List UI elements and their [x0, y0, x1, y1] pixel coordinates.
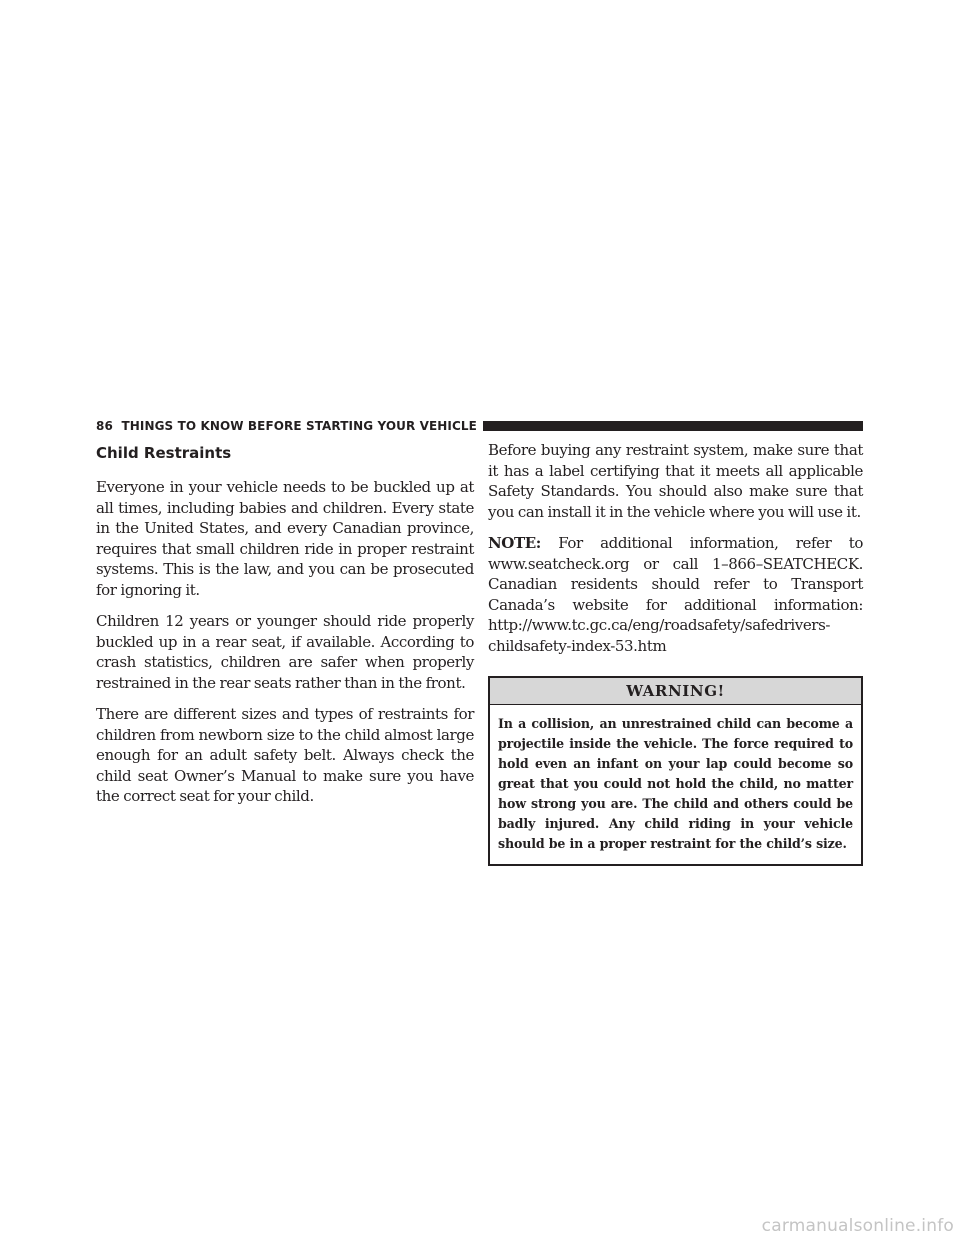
paragraph-buying-restraint: Before buying any restraint system, make sure that it has a label certifying that it meets all applicable Safety Standards. You should also make sure that you can install it in the vehicle where you will use it. — [488, 441, 863, 521]
note-paragraph — [488, 533, 863, 656]
note-label: NOTE: — [488, 534, 541, 552]
paragraph-restraint-sizes: There are different sizes and types of restraints for children from newborn size to the child almost large enough for an adult safety belt. Always check the child seat Owner’s Manual to make sure you have the correct seat for your child. — [96, 705, 474, 805]
note-text: For additional information, refer to www.seatcheck.org or call 1–866–SEATCHECK. Canadian residents should refer to Transport Canada’s website for additional information: http://www.tc.gc.ca/eng/roadsafety/safedrivers-childsafety-index-53.htm — [488, 534, 863, 655]
page-header — [96, 418, 863, 434]
header-rule — [483, 421, 863, 431]
warning-box — [488, 676, 863, 866]
header-section-title: THINGS TO KNOW BEFORE STARTING YOUR VEHICLE — [121, 419, 477, 433]
header-text — [96, 419, 477, 433]
warning-body: In a collision, an unrestrained child can become a projectile inside the vehicle. The force required to hold even an infant on your lap could become so great that you could not hold the child, no matter how strong you are. The child and others could be badly injured. Any child riding in your vehicle should be in a proper restraint for the child’s size. — [498, 716, 853, 851]
paragraph-buckled-up: Everyone in your vehicle needs to be buckled up at all times, including babies and children. Every state in the United States, and every Canadian province, requires that small children ride in proper restraint systems. This is the law, and you can be prosecuted for ignoring it. — [96, 478, 474, 599]
right-column — [488, 440, 863, 866]
warning-title: WARNING! — [490, 678, 861, 705]
left-column — [96, 440, 474, 818]
paragraph-rear-seat: Children 12 years or younger should ride properly buckled up in a rear seat, if available. According to crash statistics, children are safer when properly restrained in the rear seats rather than in the front. — [96, 612, 474, 692]
watermark: carmanualsonline.info — [761, 1216, 954, 1236]
page-number: 86 — [96, 419, 113, 433]
section-title: Child Restraints — [96, 444, 232, 462]
